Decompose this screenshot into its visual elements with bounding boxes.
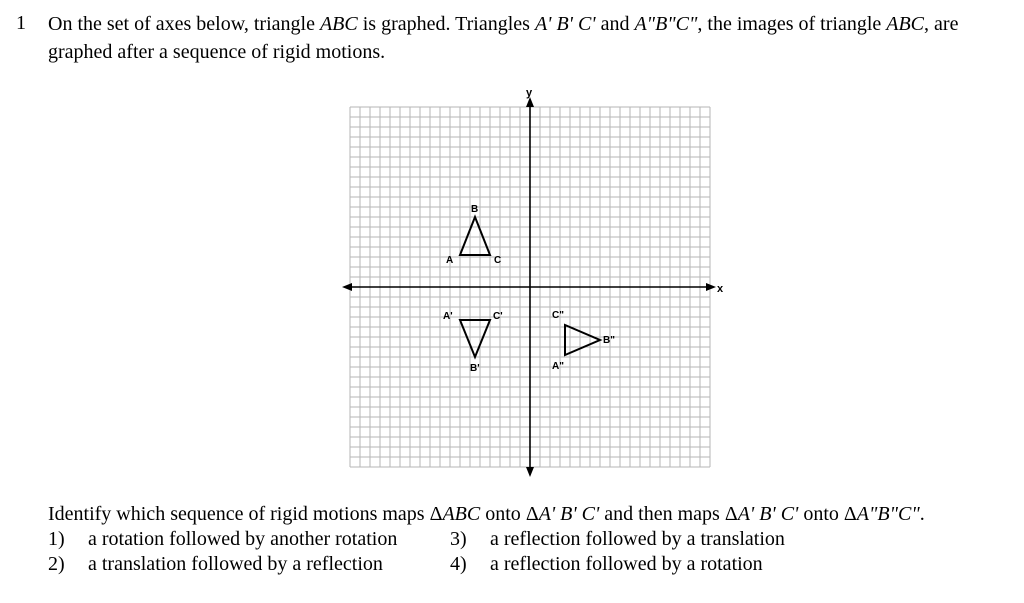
x-axis-right-arrow (706, 283, 716, 291)
choice-1: 1) a rotation followed by another rotation (48, 528, 398, 550)
question-number: 1 (16, 12, 26, 34)
label-A1: A' (443, 311, 453, 322)
label-B2: B" (603, 335, 615, 346)
label-C: C (494, 255, 502, 266)
label-A: A (446, 255, 454, 266)
triangle-abc (460, 217, 490, 255)
label-C2: C" (552, 310, 564, 321)
question-text: On the set of axes below, triangle ABC is graphed. Triangles A' B' C' and A"B"C", the images of triangle ABC, are graphed after a sequence of rigid motions. (48, 13, 959, 63)
triangle-a1b1c1 (460, 320, 490, 357)
label-B: B (471, 204, 479, 215)
coordinate-graph (330, 85, 730, 480)
label-C1: C' (493, 311, 503, 322)
y-axis-label: y (526, 87, 533, 99)
identify-prompt: Identify which sequence of rigid motions maps ΔABC onto ΔA' B' C' and then maps ΔA' B' C' onto ΔA"B"C". (48, 503, 925, 525)
x-axis-label: x (717, 283, 724, 295)
choice-2: 2) a translation followed by a reflection (48, 553, 383, 575)
label-A2: A" (552, 361, 564, 372)
choice-3: 3) a reflection followed by a translation (450, 528, 785, 550)
label-B1: B' (470, 363, 480, 374)
choice-4: 4) a reflection followed by a rotation (450, 553, 763, 575)
y-axis-down-arrow (526, 467, 534, 477)
x-axis-left-arrow (342, 283, 352, 291)
